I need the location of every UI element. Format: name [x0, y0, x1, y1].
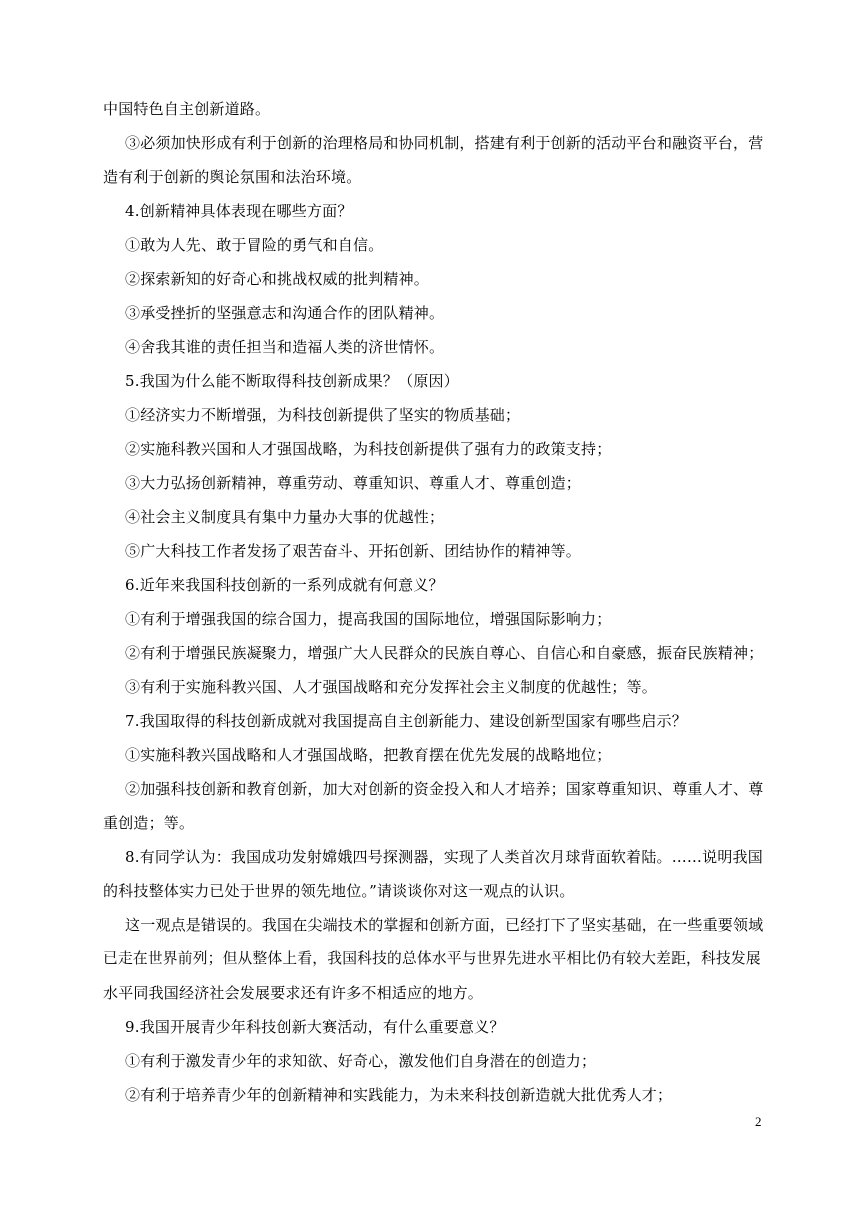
- text-line: ④舍我其谁的责任担当和造福人类的济世情怀。: [125, 338, 445, 356]
- text-line: 的科技整体实力已处于世界的领先地位。”请谈谈你对这一观点的认识。: [103, 882, 575, 900]
- text-line: ①经济实力不断增强，为科技创新提供了坚实的物质基础；: [125, 406, 521, 424]
- document-body: [103, 92, 768, 1112]
- text-line: ②有利于培养青少年的创新精神和实践能力，为未来科技创新造就大批优秀人才；: [125, 1086, 673, 1104]
- text-line: ①有利于激发青少年的求知欲、好奇心，激发他们自身潜在的创造力；: [125, 1052, 597, 1070]
- text-line: ①实施科教兴国战略和人才强国战略，把教育摆在优先发展的战略地位；: [125, 746, 612, 764]
- text-line: 重创造；等。: [103, 814, 195, 832]
- text-line: 9.我国开展青少年科技创新大赛活动，有什么重要意义？: [125, 1018, 505, 1036]
- text-line: ⑤广大科技工作者发扬了艰苦奋斗、开拓创新、团结协作的精神等。: [125, 542, 582, 560]
- text-line: ①有利于增强我国的综合国力，提高我国的国际地位，增强国际影响力；: [125, 610, 612, 628]
- text-line: 已走在世界前列；但从整体上看，我国科技的总体水平与世界先进水平相比仍有较大差距，科技发展: [103, 950, 761, 967]
- text-line: ④社会主义制度具有集中力量办大事的优越性；: [125, 508, 445, 526]
- text-line: ①敢为人先、敢于冒险的勇气和自信。: [125, 236, 384, 254]
- text-line: 7.我国取得的科技创新成就对我国提高自主创新能力、建设创新型国家有哪些启示？: [125, 712, 687, 730]
- text-line: ③必须加快形成有利于创新的治理格局和协同机制，搭建有利于创新的活动平台和融资平台，营: [125, 134, 764, 152]
- text-line: ②加强科技创新和教育创新，加大对创新的资金投入和人才培养；国家尊重知识、尊重人才、尊: [125, 780, 764, 798]
- text-line: ③大力弘扬创新精神，尊重劳动、尊重知识、尊重人才、尊重创造；: [125, 474, 582, 492]
- text-line: 6.近年来我国科技创新的一系列成就有何意义？: [125, 576, 444, 594]
- text-line: 4.创新精神具体表现在哪些方面？: [125, 202, 353, 220]
- text-line: 水平同我国经济社会发展要求还有许多不相适应的地方。: [103, 984, 484, 1002]
- text-line: 中国特色自主创新道路。: [103, 100, 271, 118]
- page-number: 2: [755, 1114, 762, 1129]
- text-line: 这一观点是错误的。我国在尖端技术的掌握和创新方面，已经打下了坚实基础，在一些重要领域: [125, 916, 764, 934]
- text-line: 造有利于创新的舆论氛围和法治环境。: [103, 168, 362, 186]
- text-line: 5.我国为什么能不断取得科技创新成果？（原因）: [125, 372, 459, 390]
- text-line: ②探索新知的好奇心和挑战权威的批判精神。: [125, 270, 430, 288]
- text-line: ②实施科教兴国和人才强国战略，为科技创新提供了强有力的政策支持；: [125, 440, 612, 458]
- text-line: ②有利于增强民族凝聚力，增强广大人民群众的民族自尊心、自信心和自豪感，振奋民族精神；: [125, 644, 764, 662]
- text-line: ③承受挫折的坚强意志和沟通合作的团队精神。: [125, 304, 445, 322]
- text-line: 8.有同学认为：我国成功发射嫦娥四号探测器，实现了人类首次月球背面软着陆。……说明我国: [125, 848, 763, 866]
- text-line: ③有利于实施科教兴国、人才强国战略和充分发挥社会主义制度的优越性；等。: [125, 678, 658, 696]
